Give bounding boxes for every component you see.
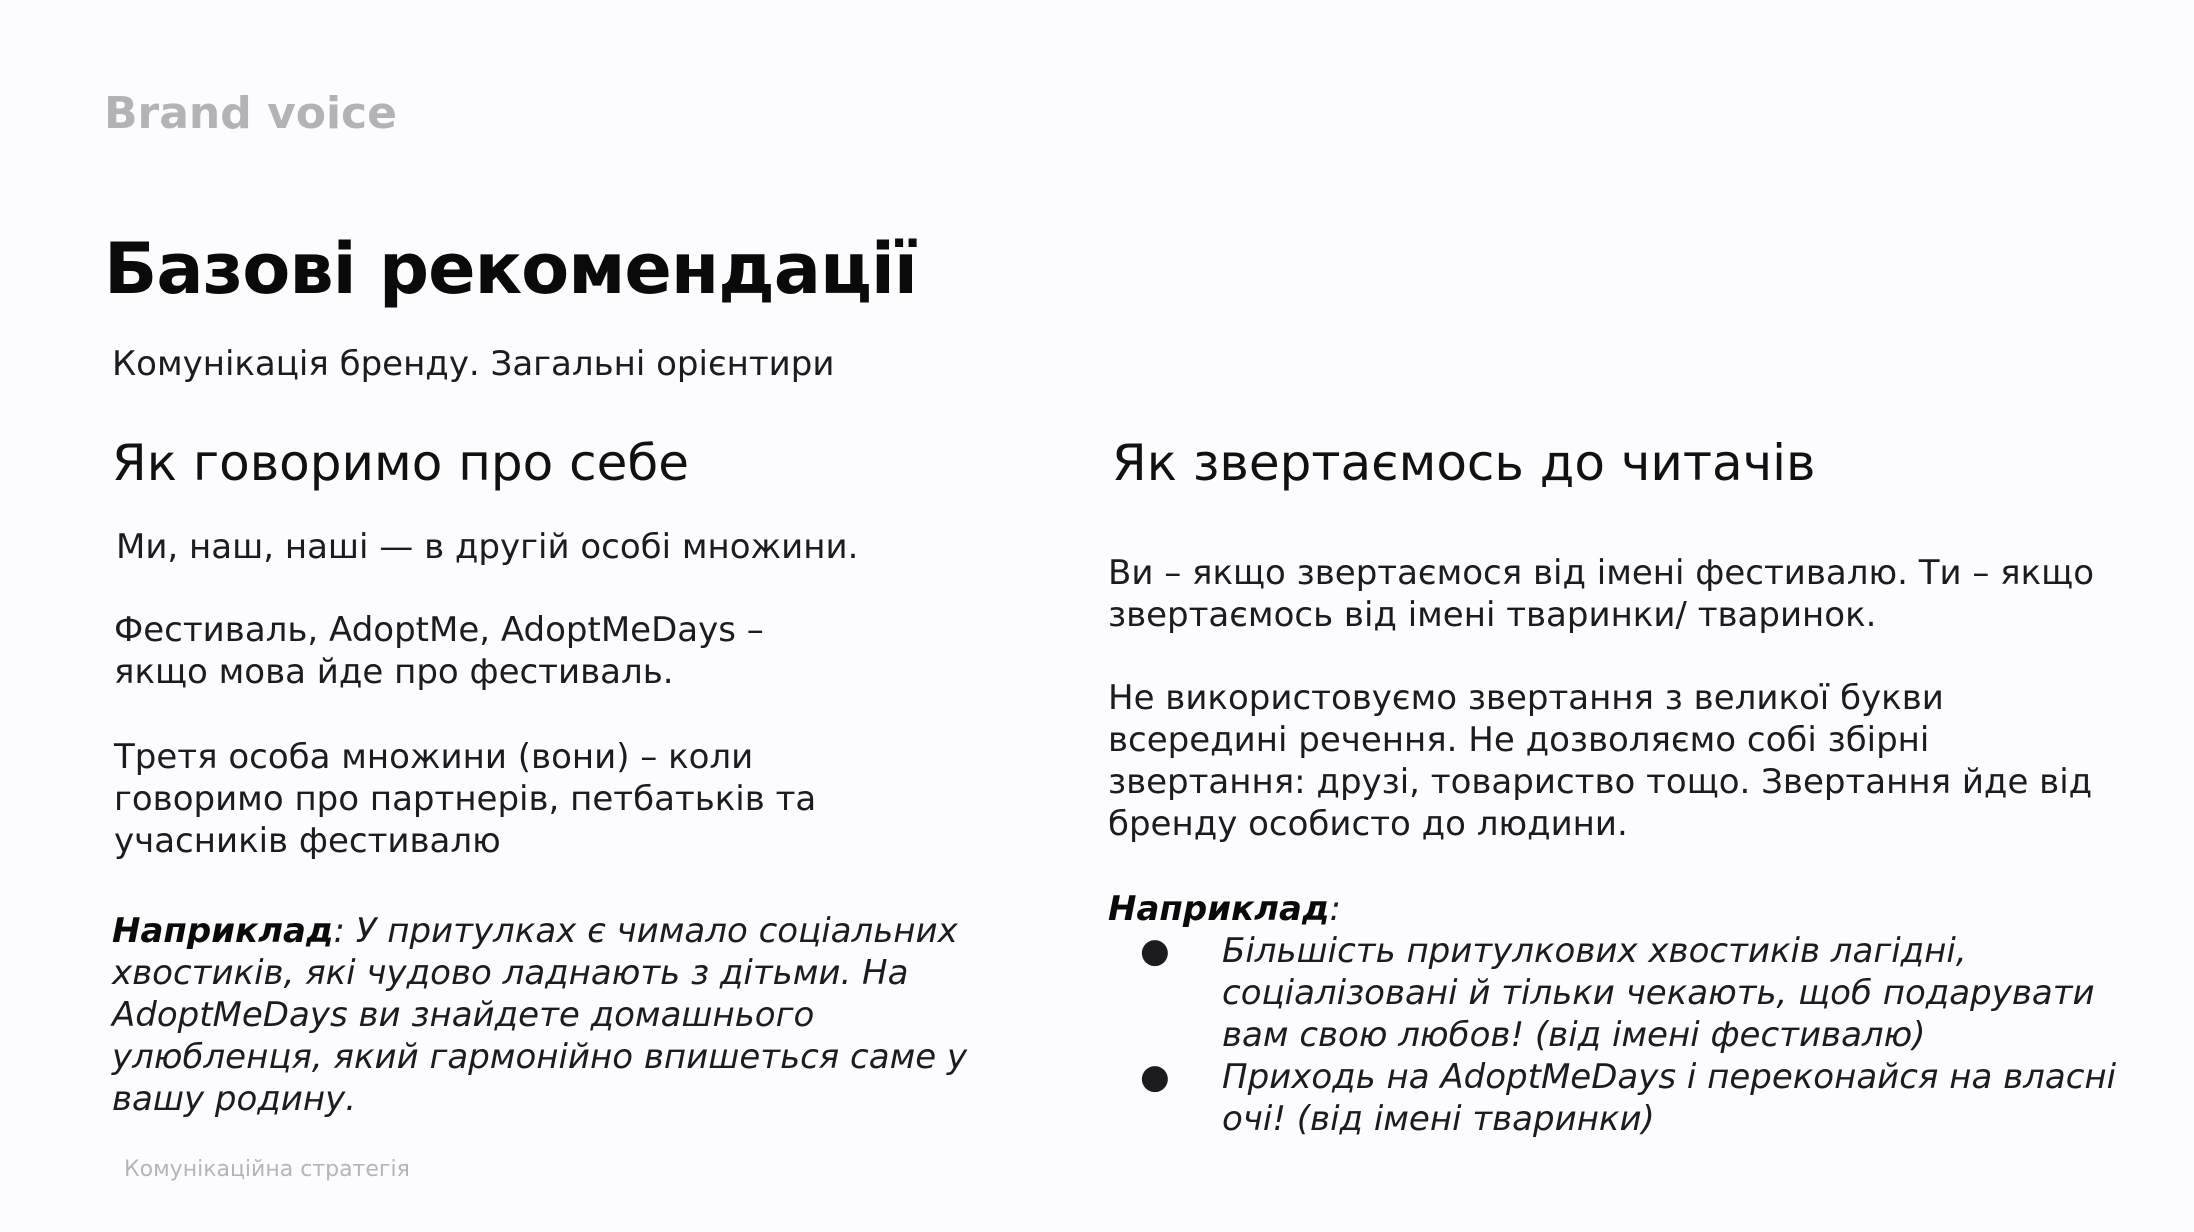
example-festival-voice: Більшість притулкових хвостиків лагідні, соціалізовані й тільки чекають, щоб подарувати вам свою любов! (від імені фестивалю) (1222, 931, 2095, 1055)
right-paragraph-addressing-rules: Не використовуємо звертання з великої букви всередині речення. Не дозволяємо собі збірні звертання: друзі, товариство тощо. Звертання йде від бренду особисто до людини. (1108, 678, 2093, 844)
right-paragraph-you-forms: Ви – якщо звертаємося від імені фестивалю. Ти – якщо звертаємось від імені тваринки/ тваринок. (1108, 553, 2094, 635)
bullet-icon: ● (1140, 931, 1170, 971)
example-animal-voice: Приходь на AdoptMeDays і переконайся на власні очі! (від імені тваринки) (1222, 1057, 2117, 1139)
page-title: Базові рекомендації (104, 228, 917, 310)
right-column-heading: Як звертаємось до читачів (1112, 434, 1816, 492)
left-column-heading: Як говоримо про себе (112, 434, 689, 492)
right-example-label-colon: : (1329, 889, 1341, 929)
right-example-label (1108, 888, 1341, 930)
list-item (1140, 930, 2140, 1056)
bullet-icon: ● (1140, 1057, 1170, 1097)
left-paragraph-third-person: Третя особа множини (вони) – коли говоримо про партнерів, петбатьків та учасників фестивалю (114, 737, 817, 861)
section-eyebrow: Brand voice (104, 88, 397, 139)
left-example (112, 910, 992, 1120)
left-paragraph-festival-names: Фестиваль, AdoptMe, AdoptMeDays – якщо мова йде про фестиваль. (114, 610, 764, 692)
list-item (1140, 1056, 2140, 1140)
right-example-list (1140, 930, 2140, 1140)
footer-caption: Комунікаційна стратегія (124, 1157, 410, 1182)
right-example-label-text: Наприклад (1108, 889, 1330, 929)
left-example-label: Наприклад (112, 911, 334, 951)
left-paragraph-pronouns: Ми, наш, наші — в другій особі множини. (116, 527, 859, 567)
page-subtitle: Комунікація бренду. Загальні орієнтири (112, 344, 835, 384)
left-example-text: : У притулках є чимало соціальних хвостиків, які чудово ладнають з дітьми. На AdoptMeDays ви знайдете домашнього улюбленця, який гармонійно впишеться саме у вашу родину. (112, 911, 968, 1119)
